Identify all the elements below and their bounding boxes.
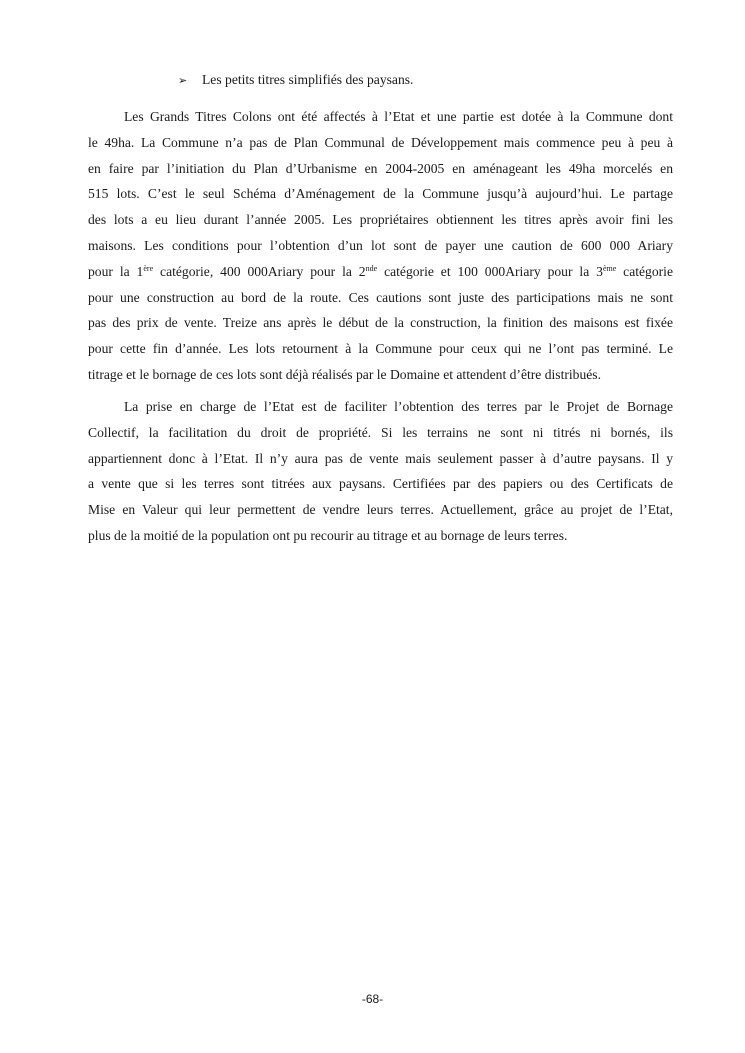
paragraph-line: pour cette fin d’année. Les lots retournent à la Commune pour ceux qui ne l’ont pas terminé. Le [88, 341, 673, 357]
paragraph-line: pour une construction au bord de la route. Ces cautions sont juste des participations mais ne sont [88, 289, 673, 305]
text-run: catégorie et 100 000Ariary pour la 3 [377, 263, 603, 279]
superscript: ème [602, 263, 617, 273]
paragraph-line: titrage et le bornage de ces lots sont déjà réalisés par le Domaine et attendent d’être distribués. [88, 366, 601, 382]
paragraph-line: Mise en Valeur qui leur permettent de vendre leurs terres. Actuellement, grâce au projet de l’Etat, [88, 502, 673, 518]
arrow-bullet-icon: ➢ [178, 74, 188, 87]
paragraph-line: 515 lots. C’est le seul Schéma d’Aménagement de la Commune jusqu’à aujourd’hui. Le partage [88, 186, 673, 202]
bullet-item [178, 70, 413, 91]
paragraph-line: en faire par l’initiation du Plan d’Urbanisme en 2004-2005 en aménageant les 49ha morcelés en [88, 160, 673, 176]
paragraph-line-with-superscripts [88, 259, 673, 285]
paragraph-line: plus de la moitié de la population ont pu recourir au titrage et au bornage de leurs terres. [88, 527, 568, 543]
paragraph-line: a vente que si les terres sont titrées aux paysans. Certifiées par des papiers ou des Certificats de [88, 476, 673, 492]
paragraph-line: La prise en charge de l’Etat est de faciliter l’obtention des terres par le Projet de Bornage [124, 399, 673, 414]
superscript: ère [143, 263, 154, 273]
paragraph-line: Les Grands Titres Colons ont été affectés à l’Etat et une partie est dotée à la Commune dont [124, 109, 673, 124]
text-run: pour la 1 [88, 263, 144, 279]
text-run: catégorie, 400 000Ariary pour la 2 [153, 263, 366, 279]
text-run: catégorie [616, 263, 673, 279]
paragraph-line: Collectif, la facilitation du droit de propriété. Si les terrains ne sont ni titrés ni bornés, ils [88, 424, 673, 440]
paragraph-grands-titres [88, 104, 673, 388]
paragraph-line: pas des prix de vente. Treize ans après le début de la construction, la finition des maisons est fixée [88, 315, 673, 331]
page-number: -68- [361, 992, 384, 1006]
paragraph-prise-en-charge [88, 394, 673, 549]
paragraph-line: des lots a eu lieu durant l’année 2005. Les propriétaires obtiennent les titres après avoir fini les [88, 212, 673, 228]
paragraph-line: le 49ha. La Commune n’a pas de Plan Communal de Développement mais commence peu à peu à [88, 134, 673, 150]
bullet-text: Les petits titres simplifiés des paysans. [202, 72, 414, 87]
paragraph-line: maisons. Les conditions pour l’obtention d’un lot sont de payer une caution de 600 000 Ariary [88, 237, 673, 253]
superscript: nde [365, 263, 378, 273]
paragraph-line: appartiennent donc à l’Etat. Il n’y aura pas de vente mais seulement passer à d’autre paysans. Il y [88, 450, 673, 466]
